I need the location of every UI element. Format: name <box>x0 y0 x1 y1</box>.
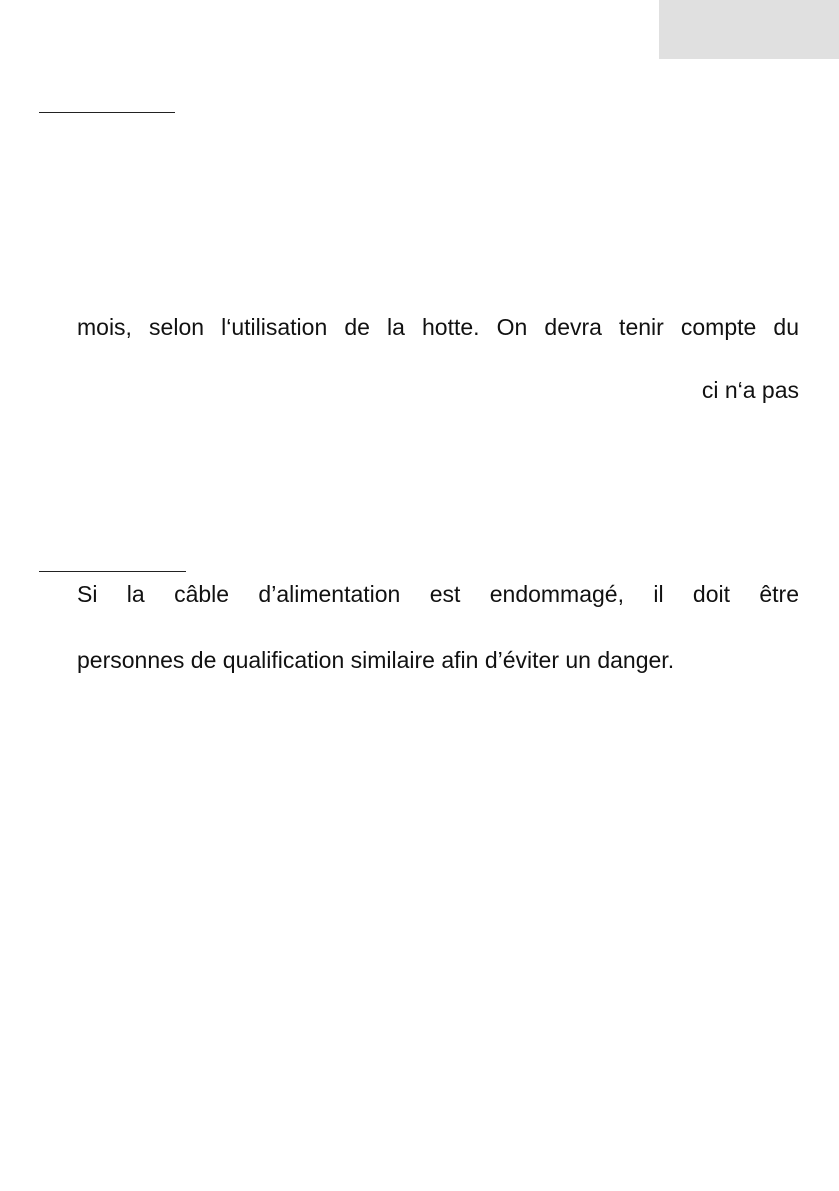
filter-text-line: ci n‘a pas <box>701 377 799 403</box>
filter-text-line: mois, selon l‘utilisation de la hotte. On devra tenir compte du <box>77 314 799 340</box>
cable-warning-line: Si la câble d’alimentation est endommagé, il doit être <box>77 581 799 607</box>
section-heading-rule <box>39 112 175 113</box>
cable-warning-line: personnes de qualification similaire afin d’éviter un danger. <box>77 647 675 673</box>
page-corner-tab <box>659 0 839 59</box>
section-heading-rule <box>39 571 186 572</box>
